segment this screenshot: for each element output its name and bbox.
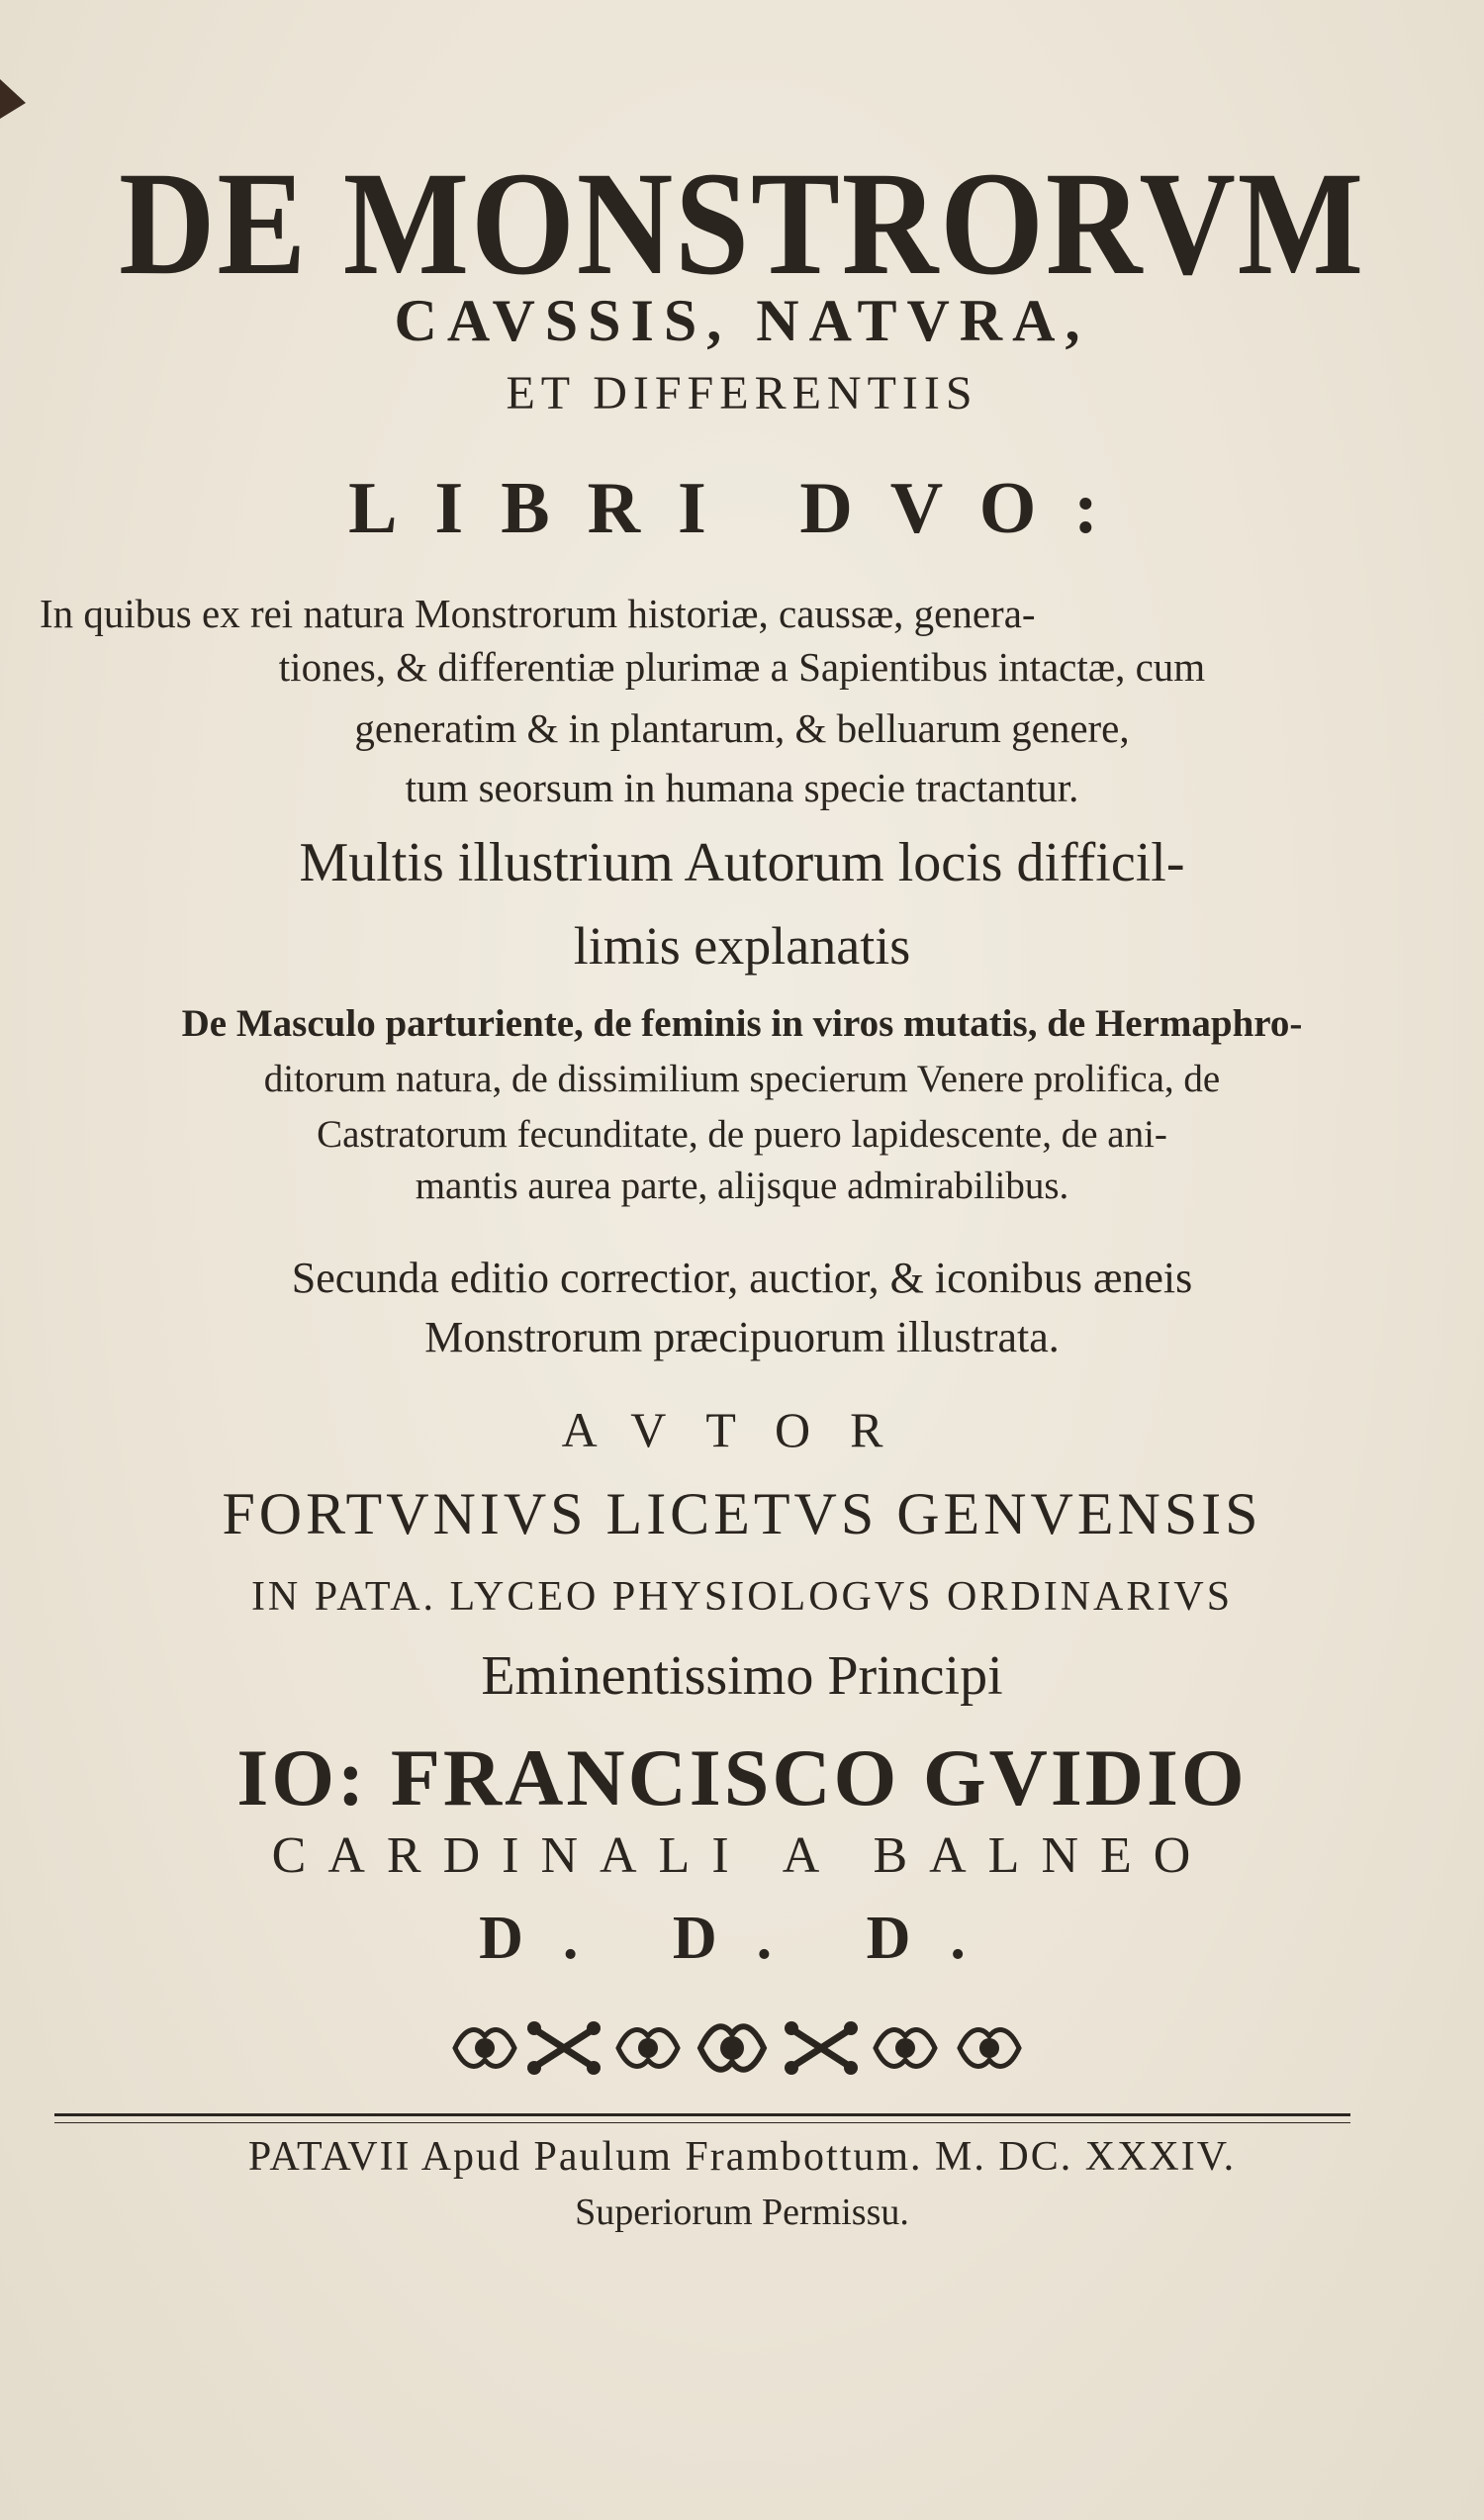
topics-line-3: Castratorum fecunditate, de puero lapidescente, de ani- [317, 1113, 1167, 1156]
author-position: IN PATA. LYCEO PHYSIOLOGVS ORDINARIVS [250, 1574, 1234, 1620]
permission-line: Superiorum Permissu. [575, 2192, 909, 2233]
page-edge-mark [0, 79, 26, 119]
dedicatee-name: IO: FRANCISCO GVIDIO [236, 1732, 1248, 1822]
title-line-2: CAVSSIS, NATVRA, [394, 288, 1090, 353]
title-line-4: LIBRI DVO: [348, 468, 1136, 549]
edition-line-1: Secunda editio correctior, auctior, & iconibus æneis [291, 1254, 1193, 1302]
multis-line-1: Multis illustrium Autorum locis difficil- [299, 832, 1185, 893]
topics-line-2: ditorum natura, de dissimilium specierum Venere prolifica, de [263, 1058, 1221, 1100]
author-name: FORTVNIVS LICETVS GENVENSIS [222, 1481, 1262, 1546]
topics-line-4: mantis aurea parte, alijsque admirabilibus. [415, 1165, 1069, 1207]
topics-line-1: De Masculo parturiente, de feminis in viros mutatis, de Hermaphro- [181, 1002, 1303, 1045]
title-line-1: DE MONSTRORVM [119, 141, 1365, 306]
multis-line-2: limis explanatis [573, 916, 911, 976]
description-line-2: tiones, & differentiæ plurimæ a Sapientibus intactæ, cum [278, 644, 1206, 690]
edition-line-2: Monstrorum præcipuorum illustrata. [424, 1313, 1060, 1361]
dedication-mark: D. D. D. [479, 1905, 1005, 1972]
dedicatee-title: CARDINALI A BALNEO [271, 1827, 1213, 1884]
description-line-3: generatim & in plantarum, & belluarum genere, [354, 705, 1130, 751]
title-line-3: ET DIFFERENTIIS [506, 367, 978, 420]
imprint-line: PATAVII Apud Paulum Frambottum. M. DC. XXXIV. [247, 2134, 1237, 2180]
imprint-rule [54, 2113, 1350, 2123]
dedication-intro: Eminentissimo Principi [481, 1645, 1003, 1707]
description-line-1: In quibus ex rei natura Monstrorum historiæ, caussæ, genera- [40, 591, 1036, 636]
floral-ornament-icon [445, 2008, 1039, 2088]
author-label: AVTOR [561, 1402, 923, 1457]
description-line-4: tum seorsum in humana specie tractantur. [405, 765, 1079, 810]
